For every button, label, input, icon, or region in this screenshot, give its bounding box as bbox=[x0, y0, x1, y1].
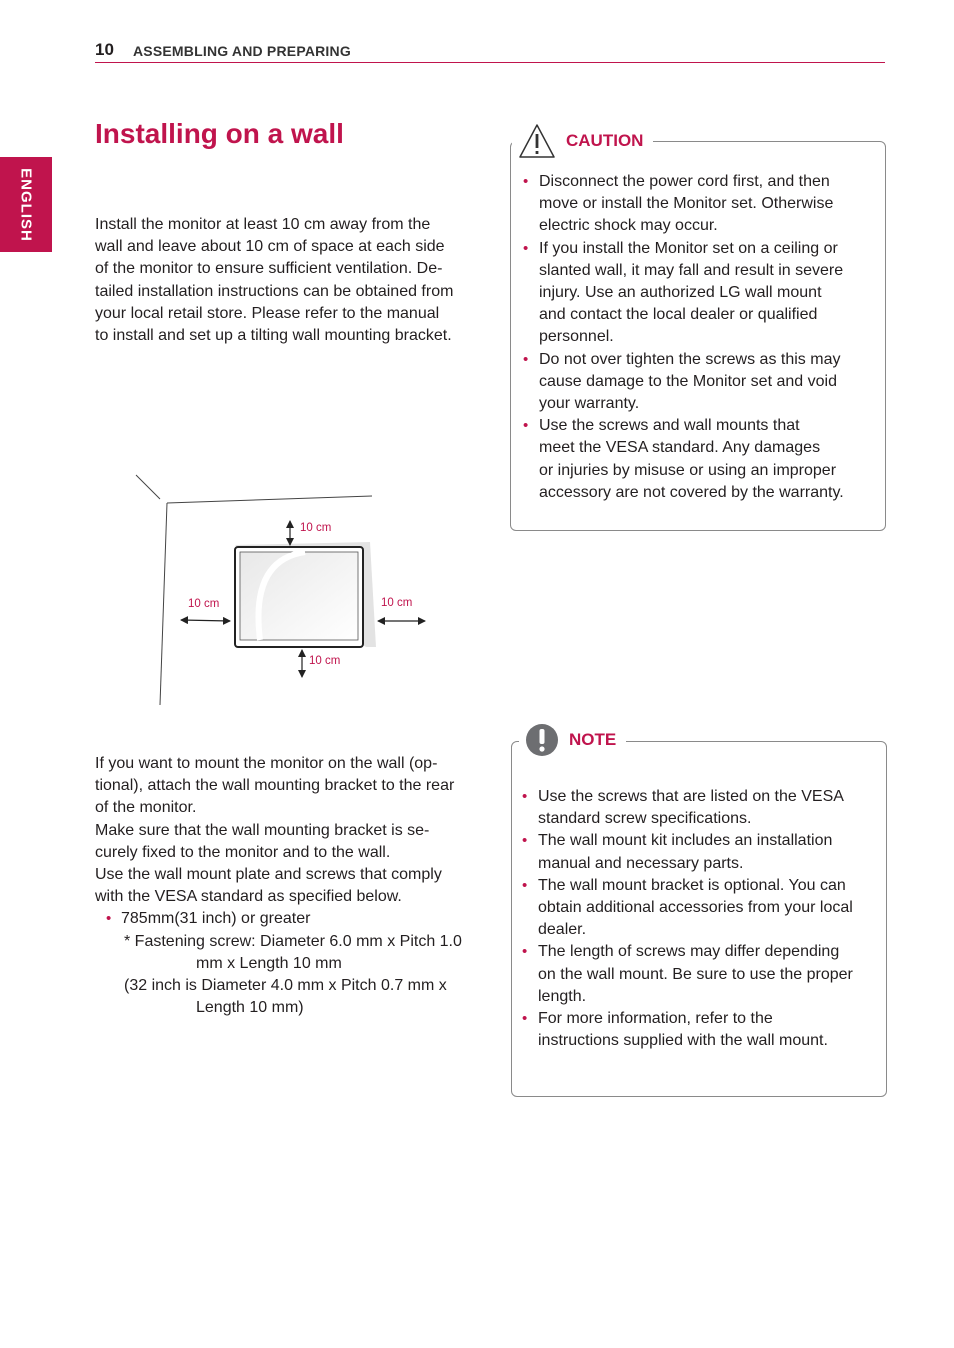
list-item bbox=[513, 349, 878, 416]
list-item bbox=[513, 171, 878, 238]
text-line: If you want to mount the monitor on the wall (op- bbox=[95, 755, 438, 772]
language-tab-label: ENGLISH bbox=[17, 167, 35, 242]
label-bottom: 10 cm bbox=[309, 655, 341, 667]
spec-line: (32 inch is Diameter 4.0 mm x Pitch 0.7 mm x bbox=[124, 977, 447, 995]
bullet-dot: • bbox=[522, 943, 528, 961]
text-line: of the monitor to ensure sufficient ventilation. De- bbox=[95, 260, 443, 278]
item-line: cause damage to the Monitor set and void bbox=[539, 372, 837, 390]
list-item bbox=[512, 830, 877, 874]
page-number: 10 bbox=[95, 40, 114, 59]
item-line: Use the screws that are listed on the VESA bbox=[538, 788, 844, 805]
spec-line: Length 10 mm) bbox=[196, 999, 304, 1017]
spec-line: mm x Length 10 mm bbox=[196, 954, 342, 972]
item-line: Do not over tighten the screws as this may bbox=[539, 350, 841, 368]
bullet-dot: • bbox=[523, 417, 529, 435]
label-left: 10 cm bbox=[188, 598, 220, 610]
mount-paragraph bbox=[95, 753, 480, 1019]
list-item bbox=[513, 238, 878, 349]
item-line: manual and necessary parts. bbox=[538, 854, 744, 872]
bullet-dot: • bbox=[523, 350, 529, 368]
item-line: For more information, refer to the bbox=[538, 1010, 773, 1028]
bullet-dot: • bbox=[522, 832, 528, 850]
item-line: obtain additional accessories from your local bbox=[538, 899, 853, 917]
item-line: Use the screws and wall mounts that bbox=[539, 417, 800, 435]
item-line: The wall mount bracket is optional. You can bbox=[538, 876, 846, 894]
item-line: meet the VESA standard. Any damages bbox=[539, 439, 821, 457]
text-line: wall and leave about 10 cm of space at each side bbox=[95, 238, 445, 256]
item-line: The length of screws may differ depending bbox=[538, 943, 840, 961]
bullet-dot: • bbox=[522, 788, 528, 805]
note-list-wrap bbox=[512, 786, 877, 1052]
list-item bbox=[512, 1008, 877, 1052]
caution-list bbox=[513, 171, 878, 504]
item-line: personnel. bbox=[539, 328, 614, 346]
text-line: Install the monitor at least 10 cm away from the bbox=[95, 216, 431, 233]
ceiling-line bbox=[167, 496, 372, 503]
note-list bbox=[512, 786, 877, 1052]
item-line: your warranty. bbox=[539, 395, 640, 413]
item-line: length. bbox=[538, 987, 587, 1005]
list-item bbox=[512, 786, 877, 830]
label-right: 10 cm bbox=[381, 597, 413, 609]
bullet-dot: • bbox=[523, 239, 529, 257]
item-line: electric shock may occur. bbox=[539, 217, 718, 235]
text-line: your local retail store. Please refer to the manual bbox=[95, 304, 440, 322]
item-line: standard screw specifications. bbox=[538, 810, 752, 828]
text-line: Use the wall mount plate and screws that comply bbox=[95, 866, 442, 884]
warning-triangle-icon bbox=[518, 123, 556, 159]
language-tab bbox=[0, 157, 52, 252]
bullet-dot: • bbox=[522, 876, 528, 894]
text-line: curely fixed to the monitor and to the wall. bbox=[95, 843, 391, 861]
list-item bbox=[512, 941, 877, 1008]
text-line: tailed installation instructions can be obtained from bbox=[95, 282, 454, 300]
item-line: Disconnect the power cord first, and then bbox=[539, 173, 830, 190]
spec-bullet bbox=[95, 908, 480, 930]
text-line: to install and set up a tilting wall mounting bracket. bbox=[95, 327, 452, 345]
text-line: of the monitor. bbox=[95, 799, 197, 817]
list-item bbox=[513, 415, 878, 504]
spec-bullet-text: 785mm(31 inch) or greater bbox=[121, 910, 311, 928]
item-line: slanted wall, it may fall and result in severe bbox=[539, 261, 844, 279]
item-line: or injuries by misuse or using an improper bbox=[539, 461, 837, 479]
item-line: The wall mount kit includes an installation bbox=[538, 832, 833, 850]
wall-corner-line bbox=[160, 503, 167, 705]
text-line: with the VESA standard as specified below. bbox=[95, 888, 402, 906]
caution-list-wrap bbox=[513, 171, 878, 504]
ceiling-edge-line bbox=[136, 475, 160, 499]
item-line: injury. Use an authorized LG wall mount bbox=[539, 284, 822, 302]
section-title: ASSEMBLING AND PREPARING bbox=[133, 43, 351, 59]
item-line: and contact the local dealer or qualified bbox=[539, 306, 818, 324]
wall-clearance-diagram bbox=[130, 465, 440, 710]
item-line: instructions supplied with the wall mount. bbox=[538, 1032, 828, 1050]
note-label: NOTE bbox=[569, 730, 617, 749]
header-divider bbox=[95, 62, 885, 63]
intro-paragraph bbox=[95, 214, 475, 347]
item-line: If you install the Monitor set on a ceiling or bbox=[539, 239, 838, 257]
item-line: move or install the Monitor set. Otherwise bbox=[539, 195, 834, 213]
exclamation-circle-icon bbox=[525, 723, 559, 757]
caution-label: CAUTION bbox=[566, 131, 644, 150]
spec-line: * Fastening screw: Diameter 6.0 mm x Pitch 1.0 bbox=[124, 932, 462, 950]
page-title: Installing on a wall bbox=[95, 118, 344, 149]
list-item bbox=[512, 875, 877, 942]
text-line: tional), attach the wall mounting bracket to the rear bbox=[95, 777, 455, 795]
item-line: on the wall mount. Be sure to use the proper bbox=[538, 965, 853, 983]
caution-header bbox=[512, 123, 653, 159]
text-line: Make sure that the wall mounting bracket is se- bbox=[95, 821, 430, 839]
label-top: 10 cm bbox=[300, 522, 332, 534]
item-line: dealer. bbox=[538, 921, 587, 939]
bullet-dot: • bbox=[106, 910, 112, 928]
bullet-dot: • bbox=[523, 173, 529, 190]
note-header bbox=[519, 723, 626, 757]
arrow-left bbox=[181, 620, 230, 621]
item-line: accessory are not covered by the warranty. bbox=[539, 483, 844, 501]
bullet-dot: • bbox=[522, 1010, 528, 1028]
